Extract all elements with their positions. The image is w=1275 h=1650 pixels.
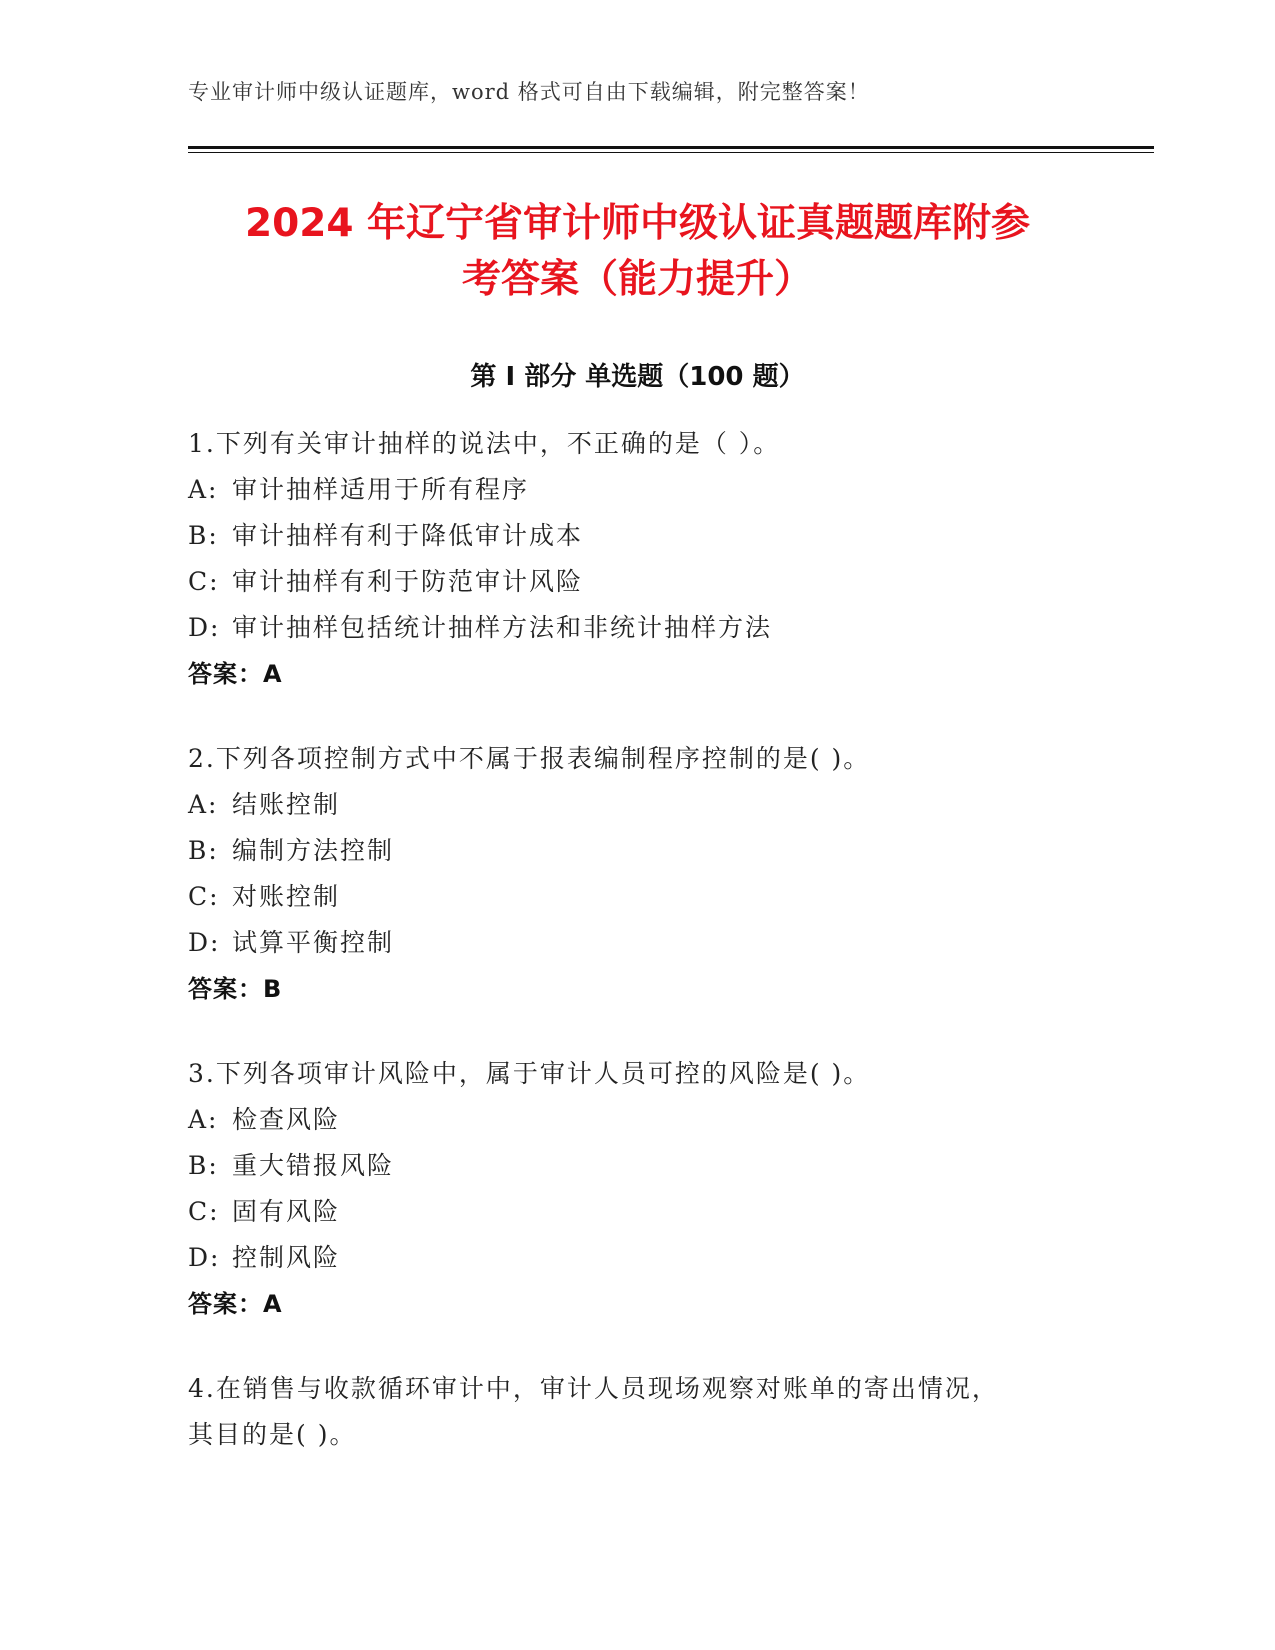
document-title	[150, 196, 1125, 308]
option-text: 编制方法控制	[232, 836, 395, 865]
title-line-2: 考答案（能力提升）	[461, 257, 813, 302]
option-letter: C:	[188, 567, 220, 596]
title-line-1: 2024 年辽宁省审计师中级认证真题题库附参	[244, 201, 1031, 246]
option-text: 对账控制	[232, 882, 341, 911]
option-c	[188, 559, 1088, 605]
option-text: 检查风险	[232, 1105, 341, 1134]
option-letter: B:	[188, 836, 219, 865]
option-text: 审计抽样适用于所有程序	[232, 475, 530, 504]
option-b	[188, 513, 1088, 559]
header-rule-thin	[188, 152, 1154, 153]
option-text: 结账控制	[232, 790, 341, 819]
answer: 答案：B	[188, 975, 283, 1003]
option-d	[188, 605, 1088, 651]
option-letter: A:	[188, 475, 219, 504]
question-stem-line-1: 4.在销售与收款循环审计中，审计人员现场观察对账单的寄出情况，	[188, 1374, 999, 1403]
question-stem-line-2: 其目的是( )。	[188, 1420, 357, 1449]
option-c	[188, 874, 1088, 920]
section-title: 第 I 部分 单选题（100 题）	[470, 362, 805, 392]
option-letter: D:	[188, 1243, 221, 1272]
header-rule-thick	[188, 146, 1154, 149]
option-letter: D:	[188, 928, 221, 957]
option-text: 试算平衡控制	[232, 928, 395, 957]
question-4	[188, 1366, 1088, 1458]
option-text: 重大错报风险	[232, 1151, 395, 1180]
question-3	[188, 1051, 1088, 1327]
option-text: 控制风险	[232, 1243, 341, 1272]
option-text: 审计抽样有利于降低审计成本	[232, 521, 584, 550]
question-stem: 1.下列有关审计抽样的说法中，不正确的是（ ）。	[188, 429, 781, 458]
option-d	[188, 1235, 1088, 1281]
option-a	[188, 1097, 1088, 1143]
answer: 答案：A	[188, 1290, 283, 1318]
option-letter: C:	[188, 1197, 220, 1226]
option-b	[188, 1143, 1088, 1189]
option-text: 审计抽样有利于防范审计风险	[232, 567, 584, 596]
option-a	[188, 782, 1088, 828]
option-letter: D:	[188, 613, 221, 642]
question-1	[188, 421, 1088, 697]
option-letter: A:	[188, 1105, 219, 1134]
header-note: 专业审计师中级认证题库，word 格式可自由下载编辑，附完整答案！	[188, 80, 870, 104]
option-c	[188, 1189, 1088, 1235]
option-b	[188, 828, 1088, 874]
option-text: 固有风险	[232, 1197, 341, 1226]
option-letter: C:	[188, 882, 220, 911]
question-stem: 2.下列各项控制方式中不属于报表编制程序控制的是( )。	[188, 744, 871, 773]
option-letter: B:	[188, 1151, 219, 1180]
answer: 答案：A	[188, 660, 283, 688]
question-2	[188, 736, 1088, 1012]
option-text: 审计抽样包括统计抽样方法和非统计抽样方法	[232, 613, 773, 642]
option-a	[188, 467, 1088, 513]
option-letter: B:	[188, 521, 219, 550]
question-stem: 3.下列各项审计风险中，属于审计人员可控的风险是( )。	[188, 1059, 871, 1088]
option-letter: A:	[188, 790, 219, 819]
option-d	[188, 920, 1088, 966]
